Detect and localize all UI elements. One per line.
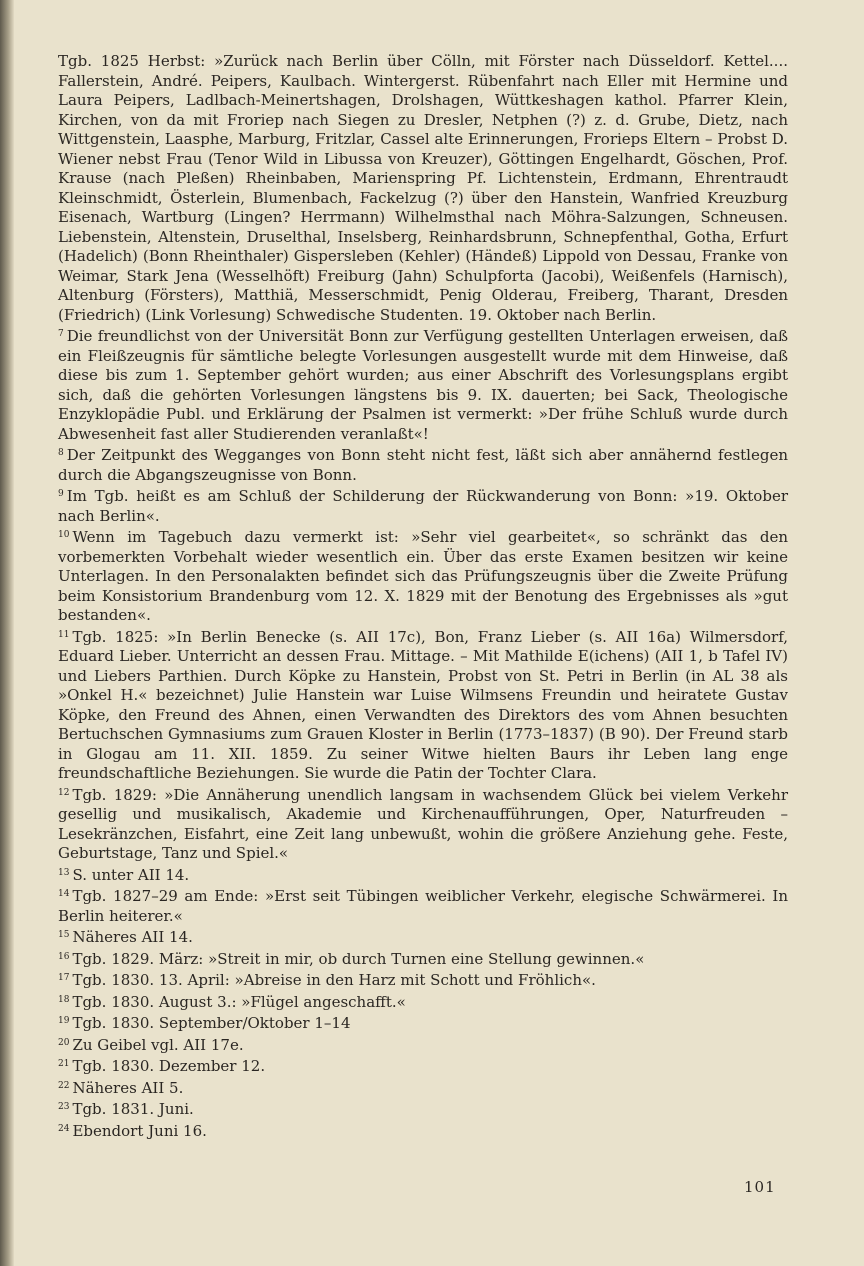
footnote-number: 8 xyxy=(58,448,64,458)
footnote xyxy=(58,1034,788,1056)
footnote-text: S. unter AII 14. xyxy=(72,865,190,884)
footnote-text: Der Zeitpunkt des Wegganges von Bonn steht nicht fest, läßt sich aber annähernd festlegen durch die Abgangszeugnisse von Bonn. xyxy=(58,446,788,484)
footnote-text: Tgb. 1827–29 am Ende: »Erst seit Tübingen weiblicher Verkehr, elegische Schwärmerei. In Berlin heiterer.« xyxy=(58,887,788,925)
page-number: 101 xyxy=(744,1178,776,1196)
footnote-text: Wenn im Tagebuch dazu vermerkt ist: »Sehr viel gearbeitet«, so schränkt das den vorbemerkten Vorbehalt wieder wesentlich ein. Über das erste Examen besitzen wir keine Unterlagen. In den Personalakten befindet sich das Prüfungszeugnis über die Zweite Prüfung beim Konsistorium Brandenburg vom 12. X. 1829 mit der Benotung des Ergebnisses als »gut bestanden«. xyxy=(58,528,788,624)
footnote-text: Tgb. 1830. August 3.: »Flügel angeschafft.« xyxy=(72,992,406,1011)
footnote-number: 19 xyxy=(58,1016,70,1026)
footnote-number: 21 xyxy=(58,1059,70,1069)
footnote xyxy=(58,969,788,991)
footnote-number: 10 xyxy=(58,530,70,540)
footnote-text: Zu Geibel vgl. AII 17e. xyxy=(72,1035,244,1054)
footnote-number: 7 xyxy=(58,329,64,339)
footnote xyxy=(58,485,788,526)
footnote-number: 12 xyxy=(58,787,70,798)
footnote-number: 14 xyxy=(58,889,70,899)
footnote-number: 18 xyxy=(58,994,70,1005)
footnote-number: 20 xyxy=(58,1037,70,1048)
footnote-number: 13 xyxy=(58,867,70,878)
footnote-text: Näheres AII 14. xyxy=(72,928,193,946)
footnote xyxy=(58,526,788,626)
footnote xyxy=(58,325,788,444)
footnote-text: Näheres AII 5. xyxy=(72,1078,184,1097)
footnote-number: 22 xyxy=(58,1080,70,1091)
footnote xyxy=(58,1055,788,1077)
footnote-text: Im Tgb. heißt es am Schluß der Schilderung der Rückwanderung von Bonn: »19. Oktober nach Berlin«. xyxy=(58,487,788,525)
footnote-text: Die freundlichst von der Universität Bonn zur Verfügung gestellten Unterlagen erweisen, daß ein Fleißzeugnis für sämtliche belegte Vorlesungen ausgestellt wurde mit dem Hinweise, daß diese bis zum 1. September gehört wurden; aus einer Abschrift des Vorlesungsplans ergibt sich, daß die gehörten Vorlesungen längstens bis 9. IX. dauerten; bei Sack, Theologische Enzyklopädie Publ. und Erklärung der Psalmen ist vermerkt: »Der frühe Schluß wurde durch Abwesenheit fast aller Studierenden veranlaßt«! xyxy=(58,327,788,443)
footnote xyxy=(58,444,788,485)
footnote-number: 23 xyxy=(58,1102,70,1112)
footnote-number: 24 xyxy=(58,1123,70,1134)
footnote xyxy=(58,991,788,1013)
footnote-text: Tgb. 1829: »Die Annäherung unendlich langsam in wachsendem Glück bei vielem Verkehr gesellig und musikalisch, Akademie und Kirchenaufführungen, Oper, Naturfreuden – Lesekränzchen, Eisfahrt, eine Zeit lang unbewußt, wohin die größere Anziehung gehe. Feste, Geburtstage, Tanz und Spiel.« xyxy=(58,785,788,862)
footnote-text: Tgb. 1829. März: »Streit in mir, ob durch Turnen eine Stellung gewinnen.« xyxy=(72,949,645,968)
intro-paragraph: Tgb. 1825 Herbst: »Zurück nach Berlin über Cölln, mit Förster nach Düsseldorf. Kettel.... Fallerstein, André. Peipers, Kaulbach. Wintergerst. Rübenfahrt nach Eller mit Hermine und Laura Peipers, Ladlbach-Meinertshagen, Drolshagen, Wüttkeshagen kathol. Pfarrer Klein, Kirchen, von da mit Froriep nach Siegen zu Dresler, Netphen (?) z. d. Grube, Dietz, nach Wittgenstein, Laasphe, Marburg, Fritzlar, Cassel alte Erinnerungen, Frorieps Eltern – Probst D. Wiener nebst Frau (Tenor Wild in Libussa von Kreuzer), Göttingen Engelhardt, Göschen, Prof. Krause (nach Pleßen) Rheinbaben, Marienspring Pf. Lichtenstein, Erdmann, Ehrentraudt Kleinschmidt, Österlein, Blumenbach, Fackelzug (?) über den Hanstein, Wanfried Kreuzburg Eisenach, Wartburg (Lingen? Herrmann) Wilhelmsthal nach Möhra-Salzungen, Schneusen. Liebenstein, Altenstein, Druselthal, Inselsberg, Reinhardsbrunn, Schnepfenthal, Gotha, Erfurt (Hadelich) (Bonn Rheinthaler) Gispersleben (Kehler) (Händeß) Lippold von Dessau, Franke von Weimar, Stark Jena (Wesselhöft) Freiburg (Jahn) Schulpforta (Jacobi), Weißenfels (Harnisch), Altenburg (Försters), Matthiä, Messerschmidt, Penig Olderau, Freiberg, Tharant, Dresden (Friedrich) (Link Vorlesung) Schwedische Studenten. 19. Oktober nach Berlin. xyxy=(58,52,788,324)
footnote xyxy=(58,926,788,948)
footnote xyxy=(58,1120,788,1142)
footnote-number: 9 xyxy=(58,489,64,499)
footnote-text: Tgb. 1825: »In Berlin Benecke (s. AII 17c), Bon, Franz Lieber (s. AII 16a) Wilmersdorf, Eduard Lieber. Unterricht an dessen Frau. Mittage. – Mit Mathilde E(ichens) (AII 1, b Tafel IV) und Liebers Parthien. Durch Köpke zu Hanstein, Probst von St. Petri in Berlin (in AL 38 als »Onkel H.« bezeichnet) Julie Hanstein war Luise Wilmsens Freundin und heiratete Gustav Köpke, den Freund des Ahnen, einen Verwandten des Direktors des vom Ahnen besuchten Bertuchschen Gymnasiums zum Grauen Kloster in Berlin (1773–1837) (B 90). Der Freund starb in Glogau am 11. XII. 1859. Zu seiner Witwe hielten Baurs ihr Leben lang enge freundschaftliche Beziehungen. Sie wurde die Patin der Tochter Clara. xyxy=(58,627,788,782)
footnote-text: Tgb. 1830. September/Oktober 1–14 xyxy=(72,1014,351,1032)
footnote-text: Tgb. 1831. Juni. xyxy=(72,1100,194,1118)
footnote-number: 17 xyxy=(58,973,70,983)
footnote xyxy=(58,1098,788,1120)
footnote xyxy=(58,948,788,970)
footnote-text: Tgb. 1830. Dezember 12. xyxy=(72,1057,266,1075)
footnote xyxy=(58,1077,788,1099)
footnote-number: 11 xyxy=(58,629,70,640)
footnotes-list xyxy=(58,325,788,1141)
footnote-text: Tgb. 1830. 13. April: »Abreise in den Harz mit Schott und Fröhlich«. xyxy=(72,971,596,989)
footnote xyxy=(58,784,788,864)
book-spine-shadow xyxy=(0,0,14,1266)
footnote xyxy=(58,1012,788,1034)
footnote-text: Ebendort Juni 16. xyxy=(72,1121,207,1140)
footnote-number: 16 xyxy=(58,951,70,962)
footnote xyxy=(58,885,788,926)
footnote-number: 15 xyxy=(58,930,70,940)
page-text xyxy=(58,52,788,1141)
footnote xyxy=(58,864,788,886)
footnote xyxy=(58,626,788,784)
